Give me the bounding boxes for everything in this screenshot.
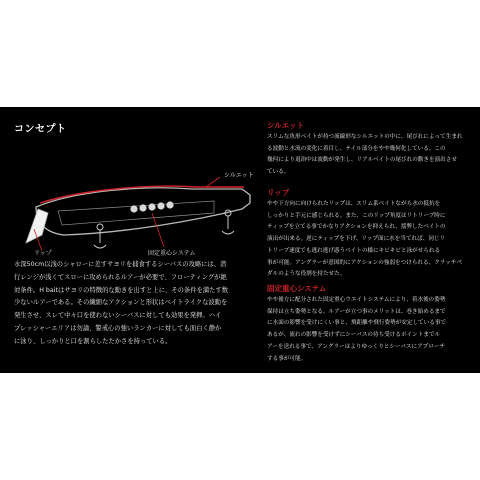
concept-panel — [0, 107, 480, 373]
weight-ball — [166, 201, 173, 208]
concept-line: に泳り、しっかりと口を割らしたたかさを持っている。 — [14, 337, 172, 345]
section-line: あるが、流れの影響を受けずにシーバスの待ち受けるポイントまでル — [267, 332, 441, 339]
section-line: トリーブ速度でも逃れ逃げ惑うベイトの様にキビキビと泳がせられる — [267, 247, 441, 254]
rear-hook-icon — [222, 216, 234, 234]
section-line: 事が可能。アングラーが意図的にアクションの強弱をつけられる、クラッチペ — [267, 259, 463, 266]
concept-line: 対条件。H baitはサヨリの特徴的な動きを出すと上に、その条件を満たす数 — [14, 286, 229, 294]
concept-line: 水深50cm以浅のシャローに差すサヨリを捕食するシーバスの攻略には、潜 — [14, 261, 227, 268]
weight-ball — [157, 202, 164, 209]
weight-balls — [130, 201, 173, 212]
section-line: アーを送れる事で、アングラーはよりゆっくりとシーバスにアプローチ — [267, 343, 446, 350]
section-line: る波動と水流の変化に着目し、テイル部分をやや幾何化している。この — [267, 145, 446, 152]
diagram-label-lip: リップ — [34, 250, 52, 257]
section-line: やや後方に配分された固定重心ウエイトシステムにより、着水後の姿勢 — [267, 297, 446, 303]
section-line: しっかりと手元に感じられる。また、このリップ角度はリトリーブ時に — [267, 212, 446, 219]
section-line: ている。 — [267, 169, 290, 176]
weight-ball — [148, 203, 155, 210]
concept-title: コンセプト — [14, 124, 67, 135]
section-heading-weight-system: 固定重心システム — [267, 284, 327, 293]
section-line: 演出が出来る。逆にティップを下げ、リップ面に水を当てれば、同じリ — [267, 236, 446, 243]
silhouette-leader-line — [206, 177, 220, 187]
concept-line: 少ないルアーである。その繊細なアクションと形状はベイトライクな波動を — [14, 299, 228, 307]
section-text-weight-system — [267, 295, 472, 365]
section-line: 保持は立ち姿勢となる。ルアーが立つ事のメリットは、巻き始めるまで — [267, 308, 446, 315]
section-heading-silhouette: シルエット — [267, 121, 305, 130]
diagram-label-weight-system: 固定重心システム — [148, 250, 196, 257]
section-line: する事が可能。 — [267, 355, 307, 362]
weight-ball — [139, 204, 146, 211]
section-text-lip — [267, 199, 472, 281]
section-line: ティップを立てる事でかなりアクションを抑えられ、揺弊したベイトの — [267, 224, 446, 231]
weight-ball — [130, 205, 137, 212]
lure-inner-frame — [58, 201, 214, 225]
diagram-label-silhouette: シルエット — [224, 172, 254, 179]
section-line: やや下方向に向けられたリップは、スリム系ベイトながら水の抵抗を — [267, 201, 441, 207]
section-line: 幾何により退治中は波動が発生し、リアルベイトの尾びれの動きを演出させ — [267, 157, 457, 164]
weight-leader-line — [152, 213, 164, 247]
section-line: に水面の影響を受けにくい事と、飛距離や飛行姿勢が安定している事で — [267, 320, 447, 327]
concept-description — [14, 259, 254, 349]
concept-line: 発生させ、スレて中々口を使わないシーバスに対しても効果を発揮。ハイ — [14, 312, 222, 320]
lure-diagram — [14, 147, 259, 257]
section-line: ダルのような役割を持たせた。 — [267, 271, 346, 278]
front-hook-eye — [97, 224, 103, 230]
concept-line: プレッシャーエリアは勿論、警戒心の強いランカーに対しても面白く静か — [14, 324, 222, 332]
section-line: スリムな魚形ベイトが持つ流線形なシルエットの中に、尾びれによって生まれ — [267, 134, 463, 140]
section-text-silhouette — [267, 132, 472, 179]
concept-line: 行レンジが浅くてスローに攻められるルアーが必要で、フローティングが絶 — [14, 273, 227, 281]
section-heading-lip: リップ — [267, 188, 290, 197]
